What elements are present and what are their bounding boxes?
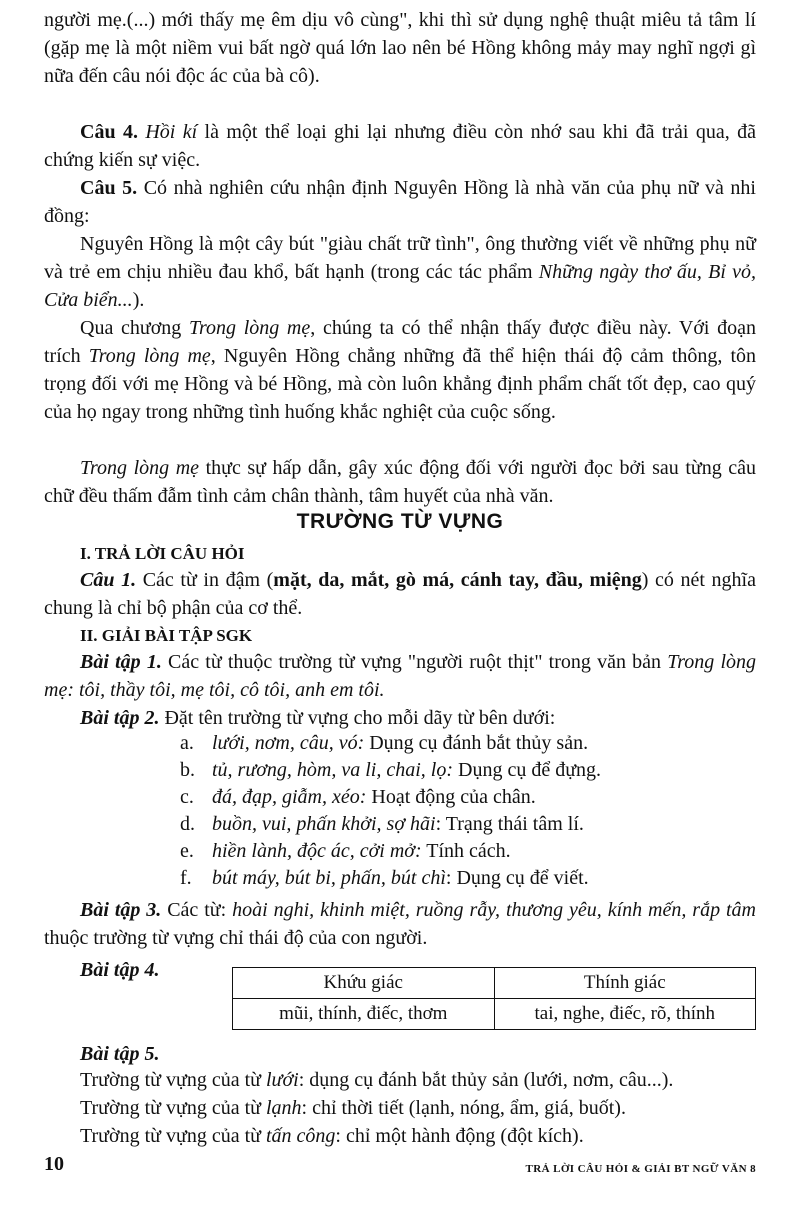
- paragraph-cau-4: Câu 4. Hồi kí là một thể loại ghi lại nhưng điều còn nhớ sau khi đã trải qua, đã chứng kiến sự việc.: [44, 121, 757, 171]
- list-item: c. đá, đạp, giẫm, xéo: Hoạt động của chân.: [180, 786, 536, 808]
- bai-tap-5-line: Trường từ vựng của từ lạnh: chỉ thời tiết (lạnh, nóng, ẩm, giá, buốt).: [80, 1097, 626, 1119]
- list-item: a. lưới, nơm, câu, vó: Dụng cụ đánh bắt thủy sản.: [180, 732, 589, 754]
- paragraph-bai-tap-3: Bài tập 3. Các từ: hoài nghi, khinh miệt, ruồng rẫy, thương yêu, kính mến, rắp tâm thuộc trường từ vựng chỉ thái độ của con người.: [44, 899, 756, 949]
- label-bai-tap-5: Bài tập 5.: [80, 1043, 160, 1065]
- bai-tap-5-line: Trường từ vựng của từ lưới: dụng cụ đánh bắt thủy sản (lưới, nơm, câu...).: [80, 1069, 674, 1091]
- running-footer-title: TRẢ LỜI CÂU HỎI & GIẢI BT NGỮ VĂN 8: [525, 1163, 756, 1175]
- paragraph-bai-tap-1: Bài tập 1. Các từ thuộc trường từ vựng "người ruột thịt" trong văn bản Trong lòng mẹ: tôi, thầy tôi, mẹ tôi, cô tôi, anh em tôi.: [44, 651, 757, 701]
- list-item: b. tủ, rương, hòm, va li, chai, lọ: Dụng cụ để đựng.: [180, 759, 602, 781]
- paragraph-continuation: người mẹ.(...) mới thấy mẹ êm dịu vô cùng", khi thì sử dụng nghệ thuật miêu tả tâm lí (gặp mẹ là một niềm vui bất ngờ quá lớn lao nên bé Hồng không mảy may nghĩ ngợi gì nữa đến câu nói độc ác của bà cô).: [44, 9, 756, 87]
- list-item: e. hiền lành, độc ác, cởi mở: Tính cách.: [180, 840, 511, 862]
- paragraph-qua-chuong: Qua chương Trong lòng mẹ, chúng ta có thể nhận thấy được điều này. Với đoạn trích Trong lòng mẹ, Nguyên Hồng chẳng những đã thể hiện thái độ cảm thông, tôn trọng đối với mẹ Hồng và bé Hồng, mà còn luôn khẳng định phẩm chất tốt đẹp, cao quý của họ ngay trong những tình huống khắc nghiệt của cuộc sống.: [44, 317, 757, 423]
- table-cell: mũi, thính, điếc, thơm: [233, 999, 495, 1030]
- table-header-row: [233, 968, 756, 999]
- label-bai-tap-4: Bài tập 4.: [80, 959, 160, 981]
- paragraph-cau-1: Câu 1. Các từ in đậm (mặt, da, mắt, gò má, cánh tay, đầu, miệng) có nét nghĩa chung là chỉ bộ phận của cơ thể.: [44, 569, 756, 619]
- table-row: [233, 999, 756, 1030]
- paragraph-conclusion: Trong lòng mẹ thực sự hấp dẫn, gây xúc động đối với người đọc bởi sau từng câu chữ đều thấm đẫm tình cảm chân thành, tâm huyết của nhà văn.: [44, 457, 757, 507]
- table-cell: tai, nghe, điếc, rõ, thính: [494, 999, 756, 1030]
- list-item: d. buồn, vui, phấn khởi, sợ hãi: Trạng thái tâm lí.: [180, 813, 584, 835]
- section-title-tra-loi: I. TRẢ LỜI CÂU HỎI: [80, 544, 245, 563]
- list-item: f. bút máy, bút bi, phấn, bút chì: Dụng cụ để viết.: [180, 867, 589, 889]
- section-title-giai-bai-tap: II. GIẢI BÀI TẬP SGK: [80, 626, 253, 645]
- table-header-cell: Khứu giác: [233, 968, 495, 999]
- page-number: 10: [44, 1153, 64, 1175]
- paragraph-cau-5: Câu 5. Có nhà nghiên cứu nhận định Nguyên Hồng là nhà văn của phụ nữ và nhi đồng:: [44, 177, 756, 227]
- table-header-cell: Thính giác: [494, 968, 756, 999]
- paragraph-bai-tap-2: Bài tập 2. Đặt tên trường từ vựng cho mỗi dãy từ bên dưới:: [80, 707, 556, 729]
- bai-tap-5-line: Trường từ vựng của từ tấn công: chỉ một hành động (đột kích).: [80, 1125, 584, 1147]
- paragraph-nguyen-hong: Nguyên Hồng là một cây bút "giàu chất trữ tình", ông thường viết về những phụ nữ và trẻ em chịu nhiều đau khổ, bất hạnh (trong các tác phẩm Những ngày thơ ấu, Bỉ vỏ, Cửa biển...).: [44, 233, 756, 311]
- senses-table: [232, 967, 756, 1030]
- section-heading: TRƯỜNG TỪ VỰNG: [296, 510, 504, 533]
- bai-tap-2-list: [180, 730, 740, 892]
